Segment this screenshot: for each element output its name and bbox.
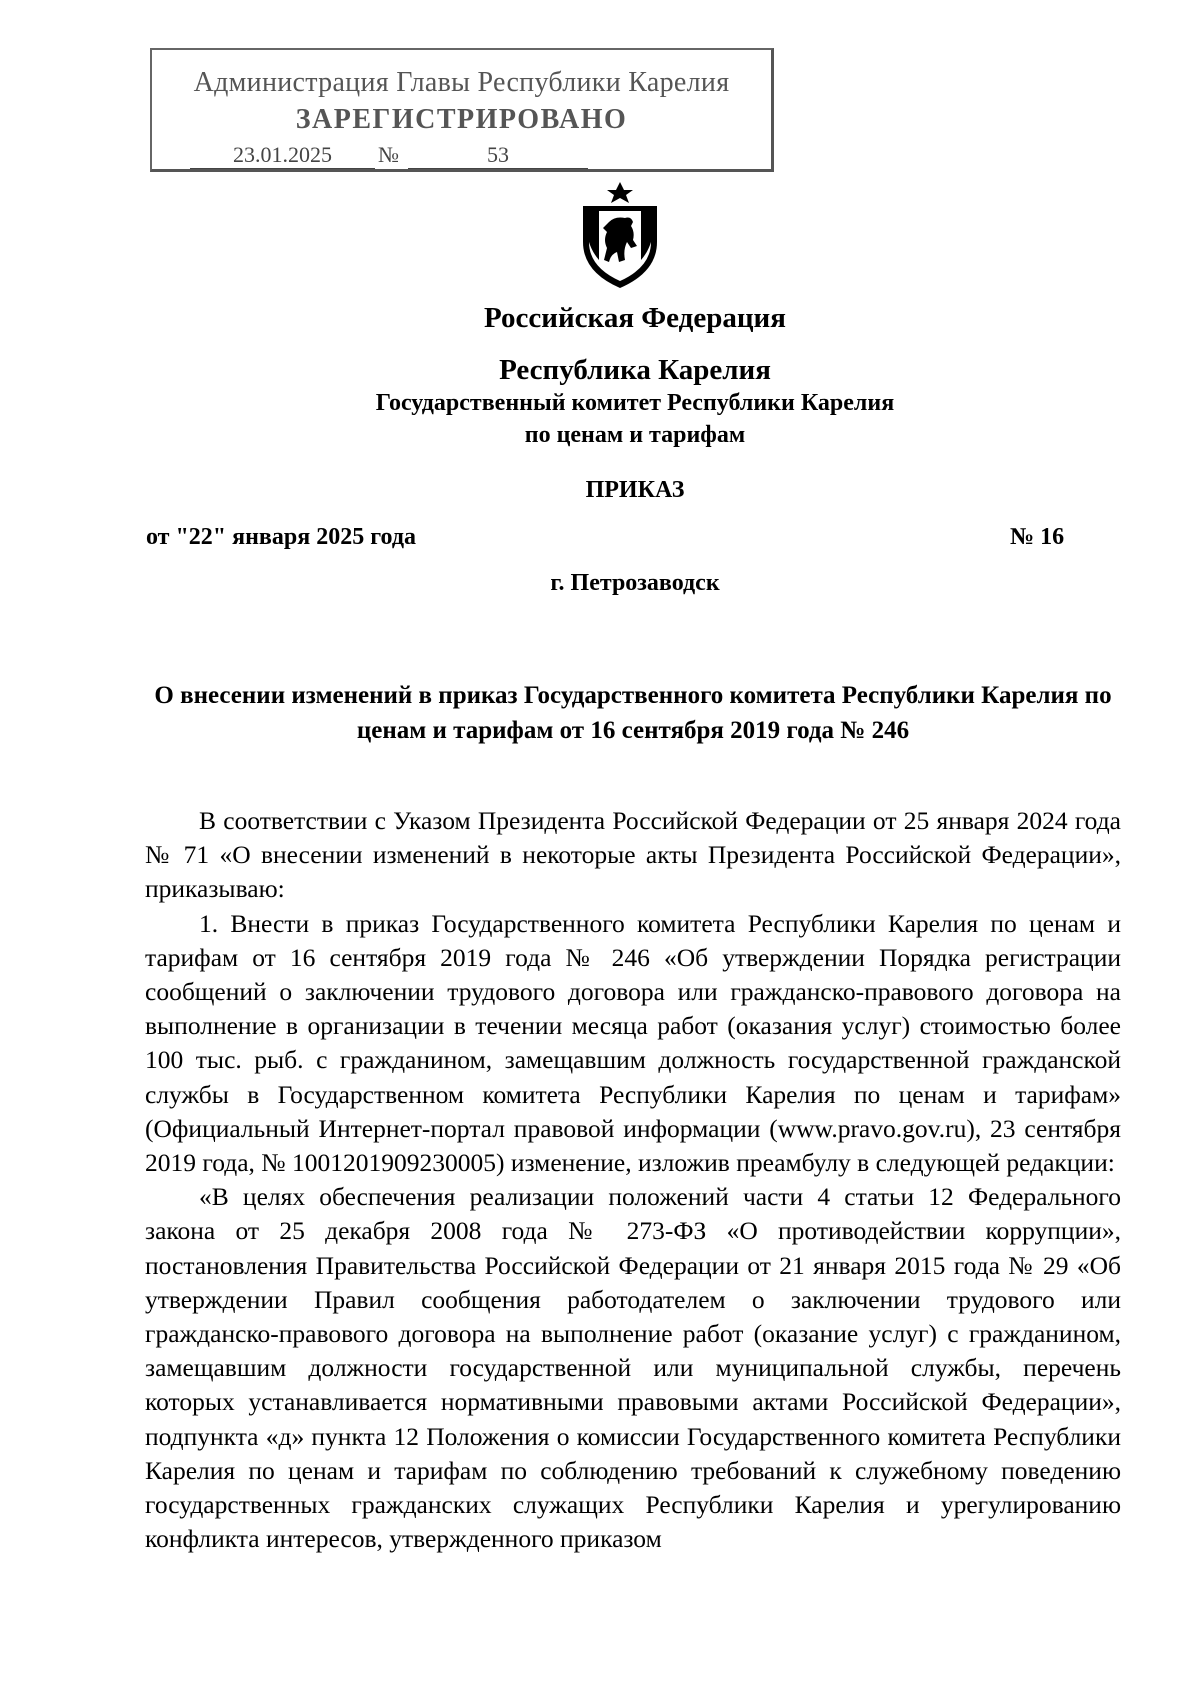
body-paragraph: 1. Внести в приказ Государственного комитета Республики Карелия по ценам и тарифам от 16 сентября 2019 года № 246 «Об утверждении Порядка регистрации сообщений о заключении трудового договора или гражданско-правового договора на выполнение в организации в течении месяца работ (оказания услуг) стоимостью более 100 тыс. рыб. с гражданином, замещавшим должность государственной гражданской службы в Государственном комитета Республики Карелия по ценам и тарифам» (Официальный Интернет-портал правовой информации (www.pravo.gov.ru), 23 сентября 2019 года, № 1001201909230005) изменение, изложив преамбулу в следующей редакции:: [145, 908, 1121, 1178]
heading-federation: Российская Федерация: [484, 302, 786, 334]
coat-of-arms-icon: [575, 180, 665, 290]
document-body: [145, 804, 1121, 1556]
heading-republic: Республика Карелия: [499, 354, 771, 386]
stamp-status: ЗАРЕГИСТРИРОВАНО: [295, 104, 628, 135]
stamp-organization: Администрация Главы Республики Карелия: [193, 67, 730, 98]
stamp-number-label: №: [378, 142, 399, 167]
heading-committee-line2: по ценам и тарифам: [524, 422, 746, 448]
document-type: ПРИКАЗ: [585, 477, 685, 503]
body-paragraph: В соответствии с Указом Президента Российской Федерации от 25 января 2024 года № 71 «О внесении изменений в некоторые акты Президента Российской Федерации», приказываю:: [145, 806, 1121, 904]
order-number: № 16: [1010, 524, 1065, 550]
document-title: О внесении изменений в приказ Государственного комитета Республики Карелия по ценам и тарифам от 16 сентября 2019 года № 246: [154, 682, 1112, 744]
stamp-number: 53: [408, 142, 588, 169]
registration-stamp: [150, 48, 774, 172]
stamp-date: 23.01.2025: [190, 142, 375, 169]
heading-committee-line1: Государственный комитет Республики Карелия: [375, 390, 895, 416]
stamp-registration-row: [190, 142, 750, 168]
order-date: от "22" января 2025 года: [146, 524, 416, 550]
order-city: г. Петрозаводск: [550, 570, 720, 596]
body-paragraph: «В целях обеспечения реализации положений части 4 статьи 12 Федерального закона от 25 декабря 2008 года № 273-ФЗ «О противодействии коррупции», постановления Правительства Российской Федерации от 21 января 2015 года № 29 «Об утверждении Правил сообщения работодателем о заключении трудового или гражданско-правового договора на выполнение работ (оказание услуг) с гражданином, замещавшим должности государственной или муниципальной службы, перечень которых устанавливается нормативными правовыми актами Российской Федерации», подпункта «д» пункта 12 Положения о комиссии Государственного комитета Республики Карелия по ценам и тарифам по соблюдению требований к служебному поведению государственных гражданских служащих Республики Карелия и урегулированию конфликта интересов, утвержденного приказом: [145, 1182, 1121, 1554]
